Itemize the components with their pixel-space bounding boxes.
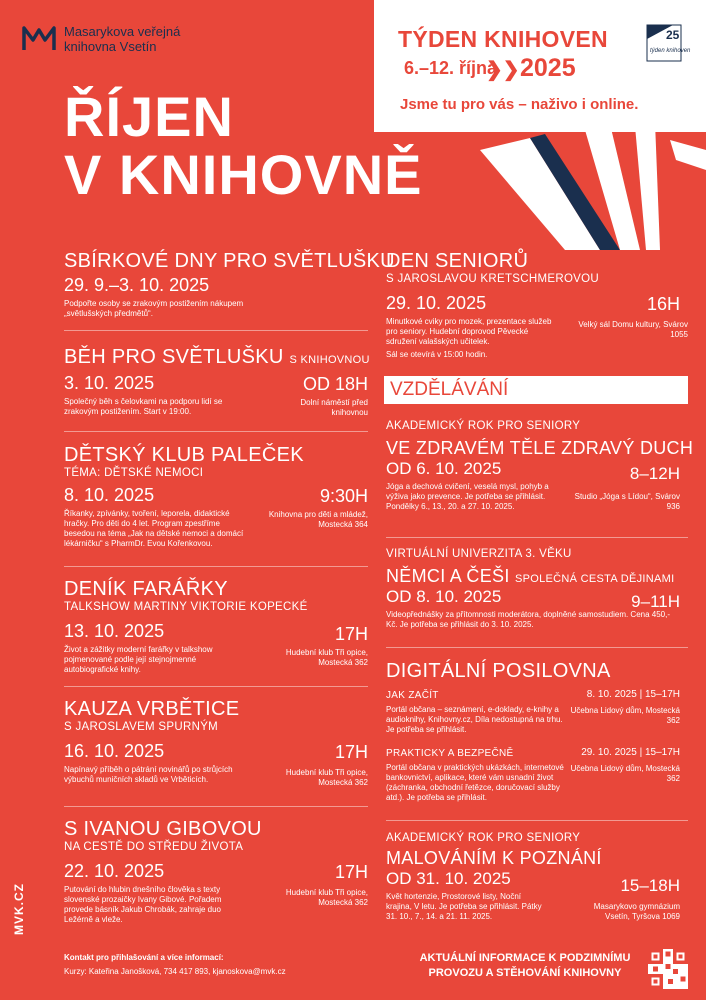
divider xyxy=(64,806,368,807)
divider xyxy=(386,820,688,821)
divider xyxy=(64,566,368,567)
divider xyxy=(64,330,368,331)
event-denik-fararky: DENÍK FARÁŘKY TALKSHOW MARTINY VIKTORIE KOPECKÉ 13. 10. 2025 17H Život a zážitky moderní farářky v talkshow pojmenované podle její stejnojmenné autobiografické knihy. Hudební klub Tři opice, Mostecká 362 xyxy=(64,578,368,674)
week-dates: 6.–12. října xyxy=(404,58,498,78)
divider xyxy=(64,686,368,687)
event-sbirkove-dny: SBÍRKOVÉ DNY PRO SVĚTLUŠKU 29. 9.–3. 10. 2025 Podpořte osoby se zrakovým postižením nákupem „světlušských předmětů“. xyxy=(64,250,395,318)
week-badge-icon xyxy=(647,25,691,61)
svg-text:25: 25 xyxy=(666,28,680,42)
event-den-senioru: DEN SENIORŮ S JAROSLAVOU KRETSCHMEROVOU 29. 10. 2025 16H Minutkové cviky pro mozek, prezentace služeb pro seniory. Hudební doprovod Pěvecké sdružení valašských učitelek. Sál se otevírá v 15:00 hodin. Velký sál Domu kultury, Svárov 1055 xyxy=(386,250,688,359)
divider xyxy=(386,537,688,538)
digital-item-prakticky-a-bezpecne: PRAKTICKY A BEZPEČNĚ 29. 10. 2025 | 15–17H Portál občana v praktických ukázkách, internetové bankovnictví, aplikace, které vám usnadní život (záchranka, obchodní řetězce, doručovací služby atd.). Je potřeba se přihlásit. Učebna Lidový dům, Mostecká 362 xyxy=(386,747,680,802)
week-title: TÝDEN KNIHOVEN xyxy=(398,26,608,52)
library-logo[interactable] xyxy=(22,24,180,54)
notice-text: AKTUÁLNÍ INFORMACE K PODZIMNÍMU PROVOZU A STĚHOVÁNÍ KNIHOVNY xyxy=(419,952,631,979)
event-nemci-a-cesi: VIRTUÁLNÍ UNIVERZITA 3. VĚKU NĚMCI A ČEŠI SPOLEČNÁ CESTA DĚJINAMI OD 8. 10. 2025 9–11H Videopřednášky za přítomnosti moderátora, doplněné samostudiem. Cena 450,- Kč. Je potřeba se přihlásit do 3. 10. 2025. xyxy=(386,548,680,629)
event-zdravy-duch: AKADEMICKÝ ROK PRO SENIORY VE ZDRAVÉM TĚLE ZDRAVÝ DUCH OD 6. 10. 2025 8–12H Jóga a dechová cvičení, veselá mysl, pohyb a výživa jako prevence. Je potřeba se přihlásit. Pondělky 6., 13., 20. a 27. 10. 2025. Studio „Jóga s Lídou“, Svárov 936 xyxy=(386,420,694,511)
event-detsky-klub-palecek: DĚTSKÝ KLUB PALEČEK TÉMA: DĚTSKÉ NEMOCI 8. 10. 2025 9:30H Říkanky, zpívánky, tvoření, leporela, didaktické hračky. Pro děti do 4 let. Program zpestříme besedou na téma „Jak na dětské nemoci a domácí lékárničku“ s PharmDr. Evou Kořenkovou. Knihovna pro děti a mládež, Mostecká 364 xyxy=(64,444,368,548)
digital-gym-section: DIGITÁLNÍ POSILOVNA xyxy=(386,660,611,682)
website-side-text[interactable]: MVK.CZ xyxy=(12,883,26,935)
divider xyxy=(64,431,368,432)
event-kauza-vrbetice: KAUZA VRBĚTICE S JAROSLAVEM SPURNÝM 16. 10. 2025 17H Napínavý příběh o pátrání novinářů po strůjcích výbuchů muničních skladů ve Vrběticích. Hudební klub Tři opice, Mostecká 362 xyxy=(64,698,368,787)
digital-item-jak-zacit: JAK ZAČÍT 8. 10. 2025 | 15–17H Portál občana – seznámení, e-doklady, e-knihy a audioknihy, Knihovny.cz, Díla nedostupná na trhu. Je potřeba se přihlásit. Učebna Lidový dům, Mostecká 362 xyxy=(386,689,680,734)
contact-info: Kontakt pro přihlašování a více informací: Kurzy: Kateřina Janošková, 734 417 893, kjanoskova@mvk.cz xyxy=(64,953,286,976)
event-beh-pro-svetlusku: BĚH PRO SVĚTLUŠKU S KNIHOVNOU 3. 10. 2025 OD 18H Společný běh s čelovkami na podporu lidí se zrakovým postižením. Start v 19:00. Dolní náměstí před knihovnou xyxy=(64,346,370,417)
library-logo-icon xyxy=(22,26,56,52)
event-ivana-gibova: S IVANOU GIBOVOU NA CESTĚ DO STŘEDU ŽIVOTA 22. 10. 2025 17H Putování do hlubin dnešního člověka s texty slovenské prozaičky Ivany Gibové. Pořadem provede básník Jakub Chrobák, zahraje duo Ležérně a vleže. Hudební klub Tři opice, Mostecká 362 xyxy=(64,818,368,924)
qr-code-icon[interactable] xyxy=(648,949,688,989)
education-section-heading: VZDĚLÁVÁNÍ xyxy=(384,376,688,404)
week-tagline: Jsme tu pro vás – naživo i online. xyxy=(400,96,639,113)
library-name: Masarykova veřejná knihovna Vsetín xyxy=(64,24,181,54)
event-malovanim-k-poznani: AKADEMICKÝ ROK PRO SENIORY MALOVÁNÍM K POZNÁNÍ OD 31. 10. 2025 15–18H Květ hortenzie, Prostorové listy, Noční krajina, V letu. Je potřeba se přihlásit. Pátky 31. 10., 7., 14. a 21. 11. 2025. Masarykovo gymnázium Vsetín, Tyršova 1069 xyxy=(386,832,680,921)
decorative-rays xyxy=(470,120,706,250)
chevron-right-icon: ❯❯ xyxy=(486,59,520,81)
page-title: ŘÍJEN V KNIHOVNĚ xyxy=(64,85,423,206)
svg-text:týden knihoven: týden knihoven xyxy=(650,48,691,54)
week-year: 2025 xyxy=(520,54,576,82)
library-week-banner xyxy=(374,0,706,132)
divider xyxy=(386,647,688,648)
